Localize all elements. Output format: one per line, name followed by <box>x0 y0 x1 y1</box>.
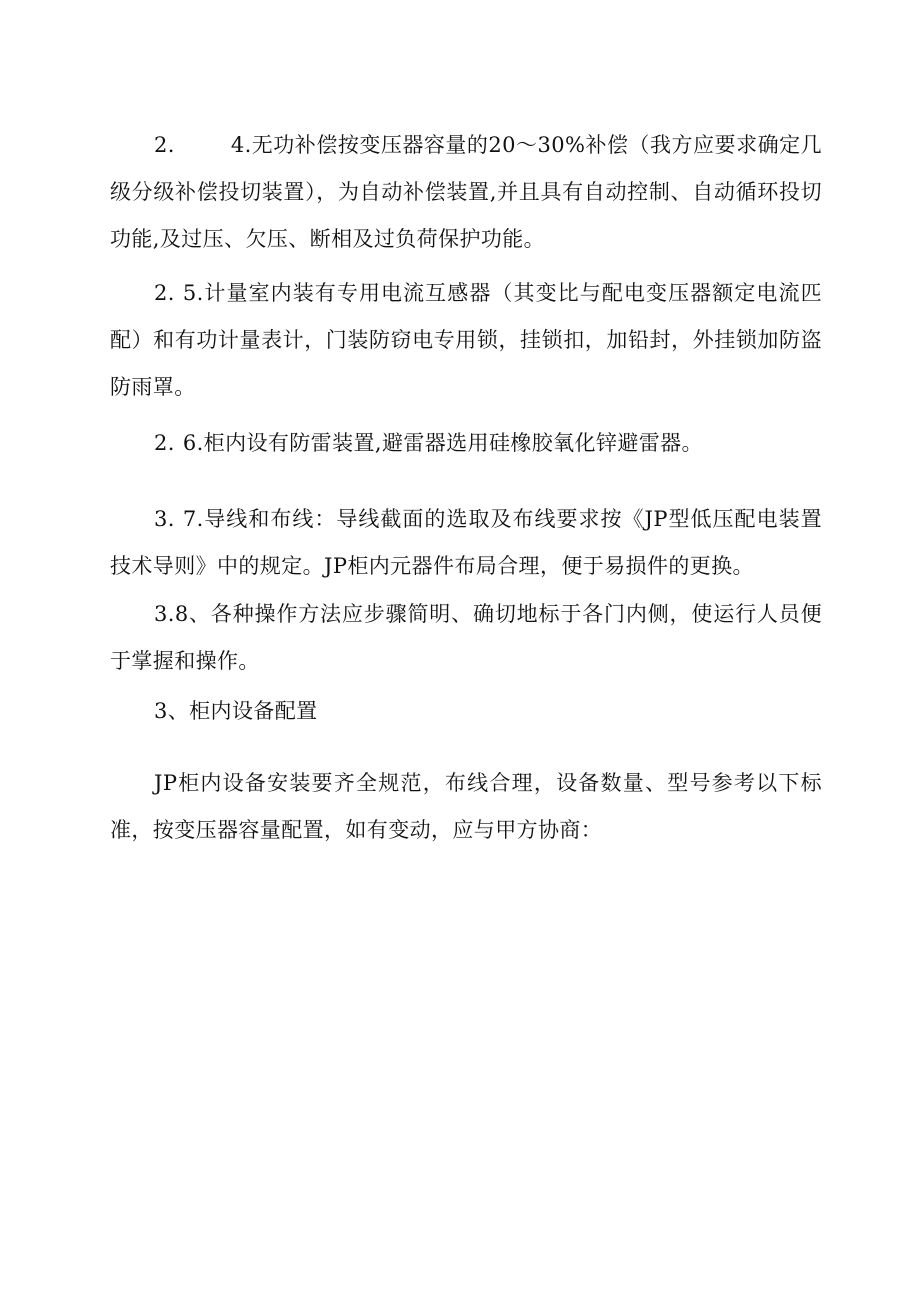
paragraph-equipment-config <box>110 760 822 854</box>
paragraph-reactive-compensation <box>110 122 822 263</box>
paragraph-metering-room <box>110 270 822 411</box>
heading-text: 3、柜内设备配置 <box>154 699 318 723</box>
paragraph-operation-methods <box>110 591 822 685</box>
section-heading <box>110 688 822 735</box>
paragraph-text: 7.导线和布线：导线截面的选取及布线要求按《JP型低压配电装置技术导则》中的规定。JP柜内元器件布局合理，便于易损件的更换。 <box>110 507 822 578</box>
paragraph-text: 3.8、各种操作方法应步骤简明、确切地标于各门内侧，使运行人员便于掌握和操作。 <box>110 602 822 673</box>
paragraph-number: 2. <box>154 281 175 305</box>
paragraph-lightning-protection <box>110 420 822 467</box>
paragraph-wiring <box>110 496 822 590</box>
paragraph-text: 5.计量室内装有专用电流互感器（其变比与配电变压器额定电流匹配）和有功计量表计，门装防窃电专用锁，挂锁扣，加铅封，外挂锁加防盗防雨罩。 <box>110 281 822 399</box>
paragraph-text: 6.柜内设有防雷装置,避雷器选用硅橡胶氧化锌避雷器。 <box>182 431 703 455</box>
paragraph-number: 2. <box>154 431 175 455</box>
paragraph-text: 4.无功补偿按变压器容量的20～30%补偿（我方应要求确定几级分级补偿投切装置），为自动补偿装置,并且具有自动控制、自动循环投切功能,及过压、欠压、断相及过负荷保护功能。 <box>110 133 822 251</box>
paragraph-number: 3. <box>154 507 175 531</box>
paragraph-text: JP柜内设备安装要齐全规范，布线合理，设备数量、型号参考以下标准，按变压器容量配置，如有变动，应与甲方协商： <box>110 771 822 842</box>
paragraph-number: 2. <box>154 133 175 157</box>
